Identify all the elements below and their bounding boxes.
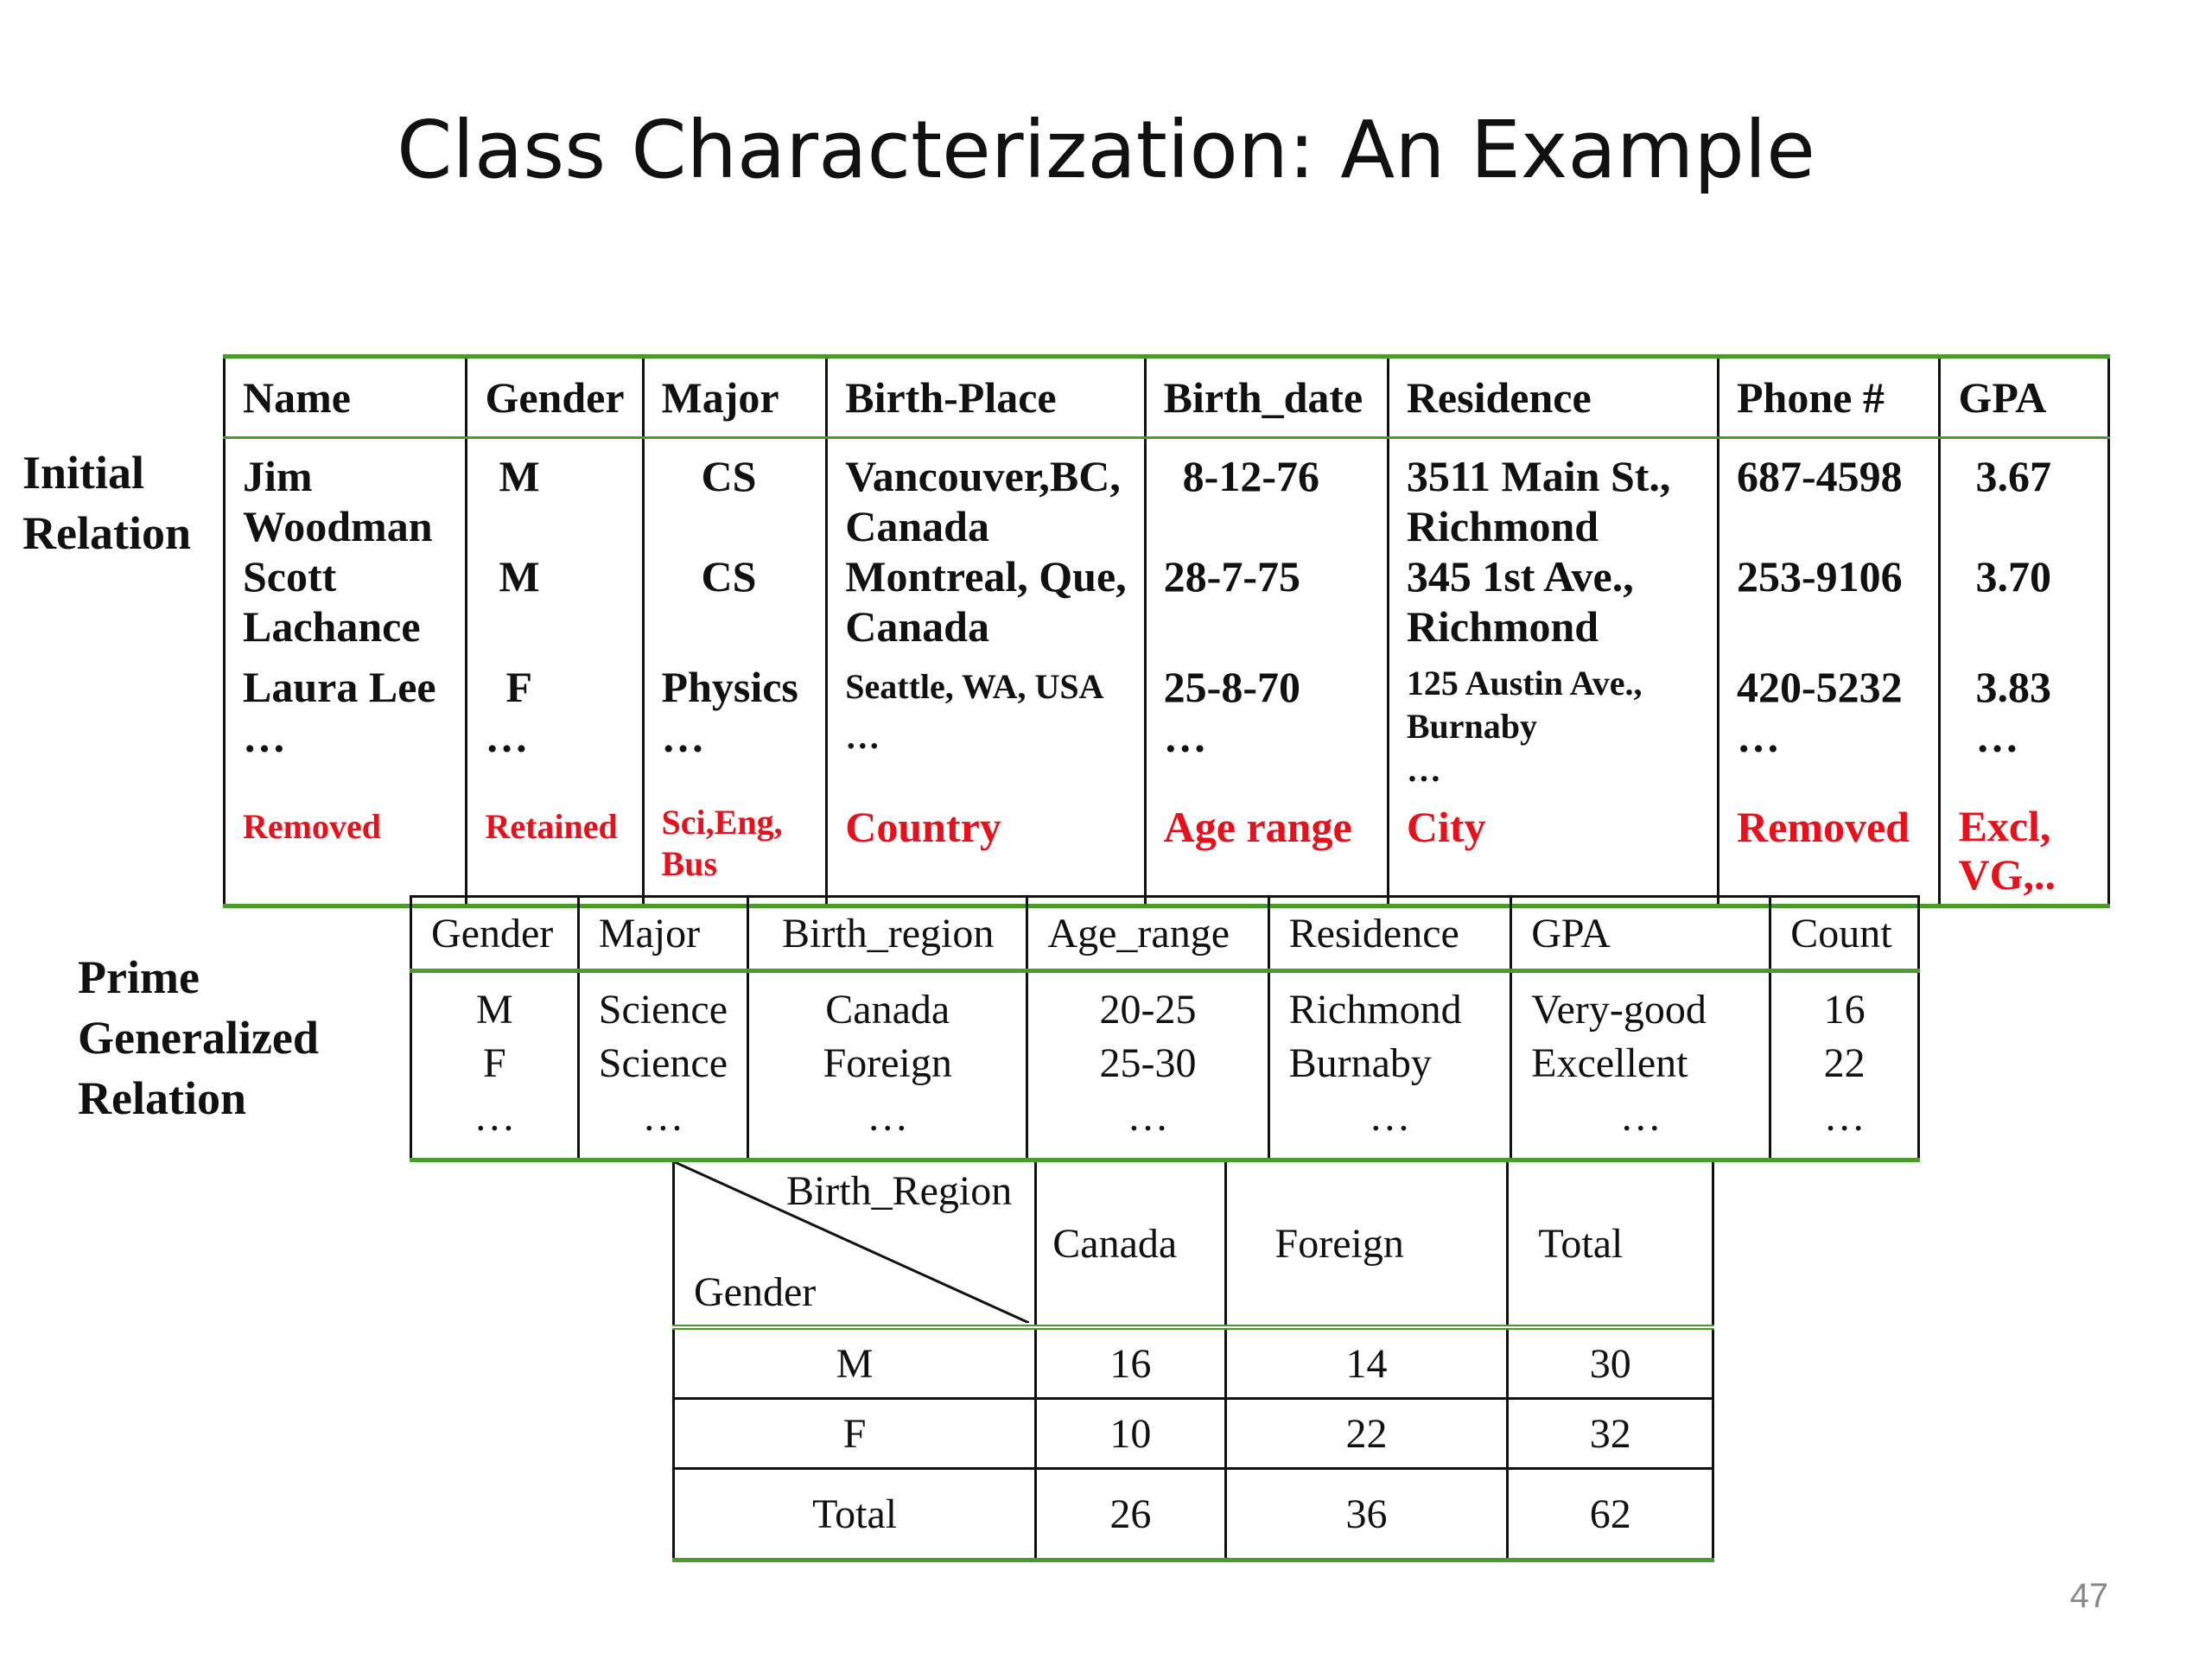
cell-line: 3.70 <box>1975 552 2051 601</box>
cell-major <box>643 438 827 658</box>
crosstab-row <box>674 1469 1713 1560</box>
cell-line: 8-12-76 <box>1182 452 1319 500</box>
table-cell: 16 <box>1036 1327 1225 1399</box>
header-major: Major <box>643 357 827 438</box>
gen-birth-date: Age range <box>1145 797 1388 906</box>
gen-phone: Removed <box>1719 797 1940 906</box>
table-cell: … <box>1511 1090 1770 1160</box>
label-line: Initial <box>22 447 145 499</box>
cell-line: Laura Lee <box>243 663 436 711</box>
table-cell: Richmond <box>1268 971 1511 1038</box>
table-cell: … <box>1268 1090 1511 1160</box>
header-birth-date: Birth_date <box>1145 357 1388 438</box>
cell-line: … <box>1406 750 1441 789</box>
table-row <box>411 1037 1919 1090</box>
gen-residence: City <box>1388 797 1718 906</box>
table-cell: 30 <box>1508 1327 1713 1399</box>
cell-line: … <box>243 713 286 761</box>
prime-generalized-table <box>410 895 1920 1162</box>
page-number: 47 <box>2069 1577 2108 1615</box>
cell-name <box>225 438 467 658</box>
cell-name <box>225 657 467 797</box>
table-cell: Science <box>578 1037 747 1090</box>
cell-line: Burnaby <box>1406 707 1537 746</box>
cell-line: Richmond <box>1406 502 1599 550</box>
cell-line: 28-7-75 <box>1163 552 1300 601</box>
cell-line: 3511 Main St., <box>1406 452 1671 500</box>
initial-relation-label <box>22 442 191 563</box>
crosstab-col-header: Foreign <box>1225 1160 1508 1328</box>
table-cell: F <box>411 1037 579 1090</box>
cell-gpa <box>1940 657 2109 797</box>
crosstab-header-row <box>674 1160 1713 1328</box>
cell-gpa <box>1940 438 2109 658</box>
crosstab-col-header: Total <box>1508 1160 1713 1328</box>
gen-major <box>643 797 827 906</box>
header-birth-place: Birth-Place <box>827 357 1145 438</box>
table-cell: … <box>1027 1090 1268 1160</box>
table-cell: 20-25 <box>1027 971 1268 1038</box>
table-cell: 22 <box>1225 1399 1508 1469</box>
cell-line: Physics <box>661 663 798 711</box>
table-cell: 36 <box>1225 1469 1508 1560</box>
header-name: Name <box>225 357 467 438</box>
label-line: Generalized <box>78 1012 319 1064</box>
cell-line: … <box>1975 713 2019 761</box>
table-cell: 32 <box>1508 1399 1713 1469</box>
label-line: Relation <box>22 507 191 559</box>
table-cell: … <box>411 1090 579 1160</box>
cell-line: Seattle, WA, USA <box>845 667 1104 706</box>
cell-phone <box>1719 657 1940 797</box>
row-label: F <box>674 1399 1036 1469</box>
cell-line: CS <box>701 552 757 601</box>
cell-line: 345 1st Ave., <box>1406 552 1634 601</box>
cell-line: … <box>485 713 529 761</box>
table-cell: 22 <box>1770 1037 1919 1090</box>
table-row <box>225 657 2109 797</box>
cell-line: … <box>845 717 880 756</box>
cell-line: 3.67 <box>1975 452 2051 500</box>
header-count: Count <box>1770 897 1919 971</box>
cell-birth-place <box>827 438 1145 658</box>
cell-line: Woodman <box>243 502 433 550</box>
table-cell: … <box>1770 1090 1919 1160</box>
table-cell: 14 <box>1225 1327 1508 1399</box>
header-residence: Residence <box>1388 357 1718 438</box>
cell-residence <box>1388 438 1718 658</box>
initial-relation-table <box>223 354 2110 908</box>
gen-gender: Retained <box>467 797 643 906</box>
cell-line: Sci,Eng, <box>661 803 783 842</box>
crosstab-table <box>672 1158 1714 1562</box>
table-cell: … <box>748 1090 1027 1160</box>
table-row <box>225 438 2109 658</box>
table-cell: Canada <box>748 971 1027 1038</box>
table-header-row <box>411 897 1919 971</box>
cell-line: 125 Austin Ave., <box>1406 664 1643 702</box>
header-gender: Gender <box>467 357 643 438</box>
header-age-range: Age_range <box>1027 897 1268 971</box>
cell-line: Vancouver,BC, <box>845 452 1121 500</box>
table-cell: Excellent <box>1511 1037 1770 1090</box>
header-gpa: GPA <box>1940 357 2109 438</box>
gen-name: Removed <box>225 797 467 906</box>
slide-title: Class Characterization: An Example <box>397 104 1815 196</box>
header-major: Major <box>578 897 747 971</box>
table-cell: 16 <box>1770 971 1919 1038</box>
cell-line: Canada <box>845 602 989 651</box>
cell-line: 25-8-70 <box>1163 663 1300 711</box>
label-line: Relation <box>78 1072 246 1124</box>
cell-line: … <box>1737 713 1781 761</box>
gen-birth-place: Country <box>827 797 1145 906</box>
cell-birth-date <box>1145 438 1388 658</box>
header-phone: Phone # <box>1719 357 1940 438</box>
table-cell: Burnaby <box>1268 1037 1511 1090</box>
table-header-row <box>225 357 2109 438</box>
crosstab-row <box>674 1399 1713 1469</box>
cell-line: Bus <box>661 844 718 883</box>
cell-residence <box>1388 657 1718 797</box>
table-cell: 26 <box>1036 1469 1225 1560</box>
label-line: Prime <box>78 951 200 1003</box>
table-cell: Very-good <box>1511 971 1770 1038</box>
table-cell: Foreign <box>748 1037 1027 1090</box>
cell-line: … <box>1163 713 1207 761</box>
cell-line: Lachance <box>243 602 421 651</box>
cell-line: 687-4598 <box>1737 452 1903 500</box>
table-cell: M <box>411 971 579 1038</box>
cell-birth-place <box>827 657 1145 797</box>
cell-line: Jim <box>243 452 313 500</box>
cell-line: VG,.. <box>1958 850 2056 899</box>
cell-line: 253-9106 <box>1737 552 1903 601</box>
cell-line: M <box>499 452 540 500</box>
cell-major <box>643 657 827 797</box>
table-cell: 10 <box>1036 1399 1225 1469</box>
corner-row-label: Gender <box>694 1269 817 1315</box>
cell-phone <box>1719 438 1940 658</box>
cell-gender <box>467 657 643 797</box>
table-cell: … <box>578 1090 747 1160</box>
cell-line: M <box>499 552 540 601</box>
row-label: M <box>674 1327 1036 1399</box>
cell-line: … <box>661 713 705 761</box>
crosstab-col-header: Canada <box>1036 1160 1225 1328</box>
crosstab-row <box>674 1327 1713 1399</box>
header-residence: Residence <box>1268 897 1511 971</box>
cell-line: Montreal, Que, <box>845 552 1127 601</box>
cell-line: 3.83 <box>1975 663 2051 711</box>
header-gender: Gender <box>411 897 579 971</box>
crosstab-corner <box>674 1160 1036 1328</box>
table-cell: 62 <box>1508 1469 1713 1560</box>
cell-birth-date <box>1145 657 1388 797</box>
gen-gpa <box>1940 797 2109 906</box>
cell-line: Excl, <box>1958 802 2051 850</box>
row-label: Total <box>674 1469 1036 1560</box>
table-row <box>411 1090 1919 1160</box>
cell-line: CS <box>701 452 757 500</box>
cell-line: F <box>505 663 532 711</box>
corner-column-label: Birth_Region <box>785 1168 1013 1214</box>
cell-gender <box>467 438 643 658</box>
prime-relation-label <box>78 947 319 1128</box>
table-cell: 25-30 <box>1027 1037 1268 1090</box>
header-gpa: GPA <box>1511 897 1770 971</box>
table-row <box>411 971 1919 1038</box>
header-birth-region: Birth_region <box>748 897 1027 971</box>
table-cell: Science <box>578 971 747 1038</box>
cell-line: Richmond <box>1406 602 1599 651</box>
cell-line: 420-5232 <box>1737 663 1903 711</box>
generalization-row <box>225 797 2109 906</box>
cell-line: Scott <box>243 552 337 601</box>
cell-line: Canada <box>845 502 989 550</box>
